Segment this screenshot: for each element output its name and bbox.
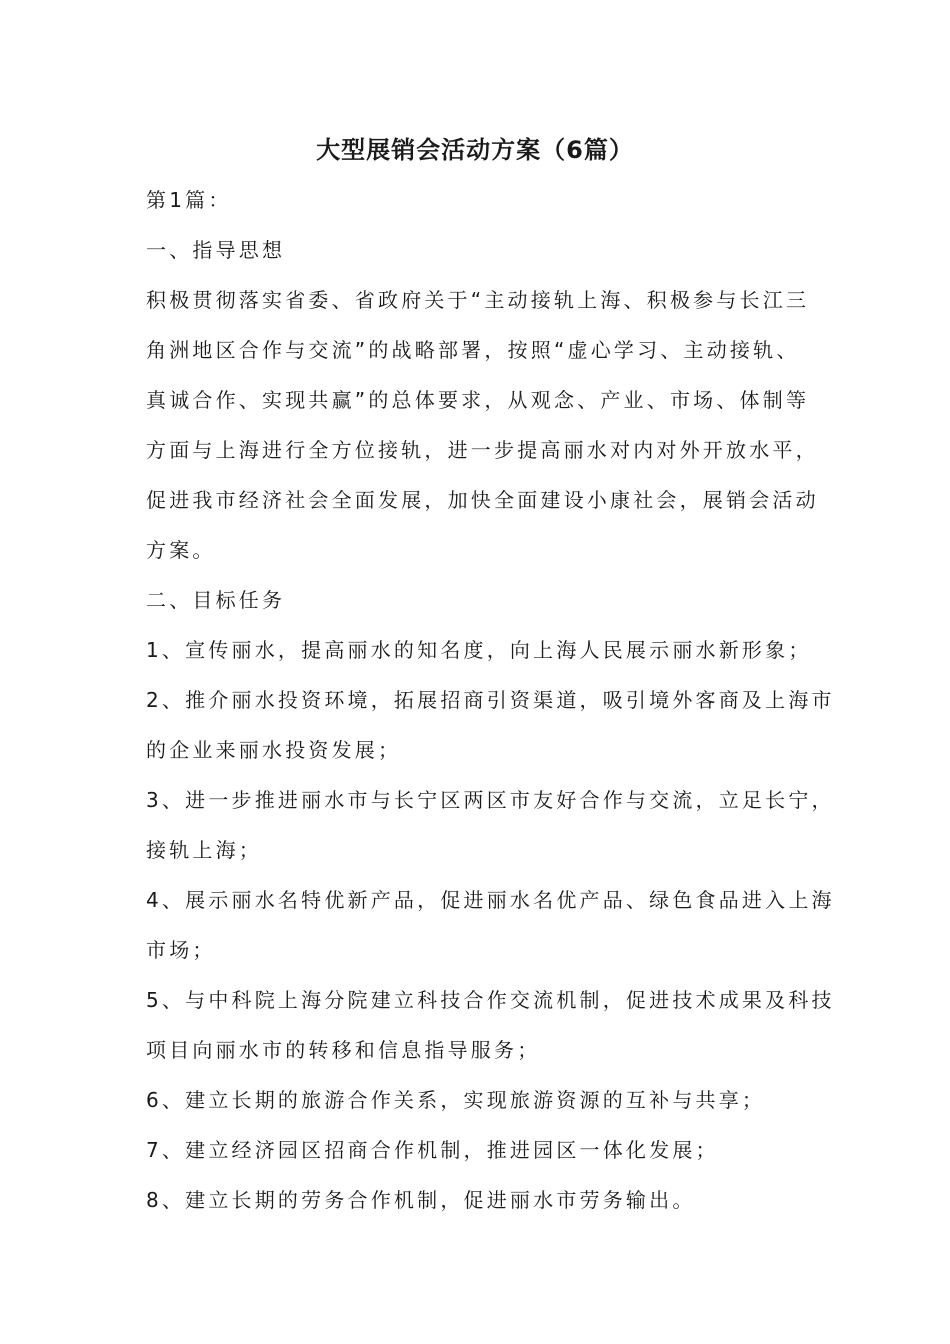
paragraph-line: 方案。 [146,538,216,562]
list-item: 1、宣传丽水，提高丽水的知名度，向上海人民展示丽水新形象； [146,638,812,662]
list-item: 5、与中科院上海分院建立科技合作交流机制，促进技术成果及科技 [146,988,835,1012]
paragraph-line: 积极贯彻落实省委、省政府关于“主动接轨上海、积极参与长江三 [146,288,810,312]
list-item: 8、建立长期的劳务合作机制，促进丽水市劳务输出。 [146,1188,696,1212]
paragraph-line: 方面与上海进行全方位接轨，进一步提高丽水对内对外开放水平， [146,438,819,462]
list-item: 4、展示丽水名特优新产品，促进丽水名优产品、绿色食品进入上海 [146,888,835,912]
paragraph-line: 角洲地区合作与交流”的战略部署，按照“虚心学习、主动接轨、 [146,338,800,362]
paragraph-line: 促进我市经济社会全面发展，加快全面建设小康社会，展销会活动 [146,488,819,512]
document-body [146,185,835,1235]
list-item: 7、建立经济园区招商合作机制，推进园区一体化发展； [146,1138,719,1162]
document-title: 大型展销会活动方案（6篇） [316,136,634,164]
paragraph-line: 真诚合作、实现共赢”的总体要求，从观念、产业、市场、体制等 [146,388,810,412]
heading-guiding-thought: 一、指导思想 [146,238,286,262]
list-item-continued: 的企业来丽水投资发展； [146,738,402,762]
list-item-continued: 市场； [146,938,216,962]
heading-goals: 二、目标任务 [146,588,286,612]
list-item-continued: 项目向丽水市的转移和信息指导服务； [146,1038,541,1062]
list-item: 2、推介丽水投资环境，拓展招商引资渠道，吸引境外客商及上海市 [146,688,835,712]
list-item: 3、进一步推进丽水市与长宁区两区市友好合作与交流，立足长宁， [146,788,835,812]
list-item-continued: 接轨上海； [146,838,262,862]
list-item: 6、建立长期的旅游合作关系，实现旅游资源的互补与共享； [146,1088,766,1112]
section-label: 第1篇： [146,188,232,212]
